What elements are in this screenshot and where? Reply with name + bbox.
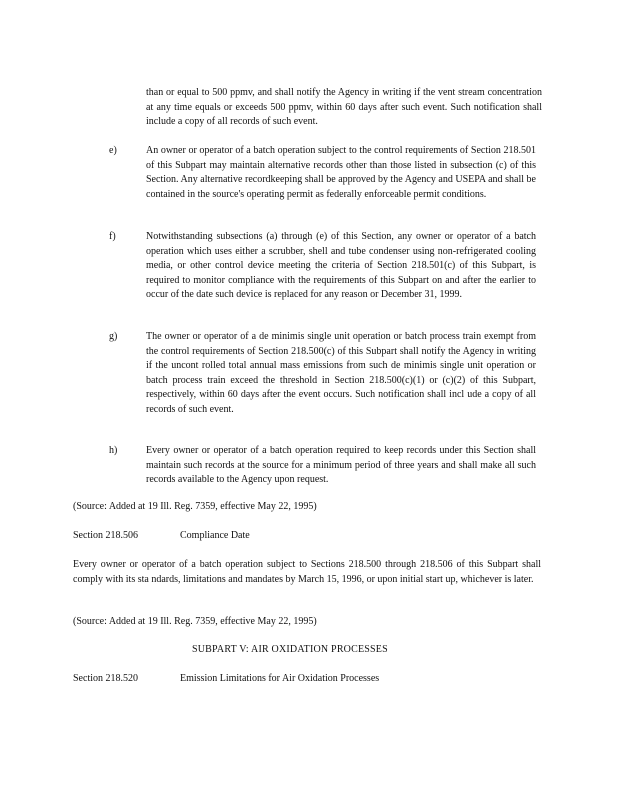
subsection-text: Every owner or operator of a batch operation required to keep records under this Section shall maintain such records at the source for a minimum period of three years and shall make all such records available to the Agency upon request. xyxy=(146,445,536,485)
section-number: Section 218.520 xyxy=(73,673,138,684)
subsection-text: Notwithstanding subsections (a) through (e) of this Section, any owner or operator of a batch operation which uses either a scrubber, shell and tube condenser using non-refrigerated cooling media, or other control device meeting the criteria of Section 218.501(c) of this Subpart, is required to monitor compliance with the requirements of this Subpart on and after the earlier to occur of the date such device is replaced for any reason or December 31, 1999. xyxy=(146,231,536,300)
section-title: Emission Limitations for Air Oxidation Processes xyxy=(180,673,380,684)
source-note: (Source: Added at 19 Ill. Reg. 7359, effective May 22, 1995) xyxy=(73,501,317,512)
subsection-label: e) xyxy=(109,145,117,156)
subsection-text: An owner or operator of a batch operation subject to the control requirements of Section 218.501 of this Subpart may maintain alternative records other than those listed in subsection (c) of this Section. Any alternative recordkeeping shall be approved by the Agency and USEPA and shall be contained in the source's operating permit as federally enforceable permit conditions. xyxy=(146,145,536,200)
subpart-heading: SUBPART V: AIR OXIDATION PROCESSES xyxy=(192,644,388,655)
section-heading-506 xyxy=(73,529,553,544)
subsection-label: h) xyxy=(109,445,118,456)
section-506-paragraph: Every owner or operator of a batch operation subject to Sections 218.500 through 218.506 of this Subpart shall comply with its sta ndards, limitations and mandates by March 15, 1996, or upon initial start up, whichever is later. xyxy=(73,559,541,585)
section-heading-520 xyxy=(73,672,553,687)
continuation-paragraph: than or equal to 500 ppmv, and shall notify the Agency in writing if the vent stream concentration at any time equals or exceeds 500 ppmv, within 60 days after such event. Such notification shall include a copy of all records of such event. xyxy=(146,87,542,127)
source-note: (Source: Added at 19 Ill. Reg. 7359, effective May 22, 1995) xyxy=(73,616,317,627)
subsection-text: The owner or operator of a de minimis single unit operation or batch process train exempt from the control requirements of Section 218.500(c) of this Subpart shall notify the Agency in writing if the uncont rolled total annual mass emissions from such de minimis single unit operation or batch process train exceed the threshold in Section 218.500(c)(1) or (c)(2) of this Subpart, respectively, within 60 days after the event occurs. Such notification shall incl ude a copy of all records of such event. xyxy=(146,331,536,415)
section-number: Section 218.506 xyxy=(73,530,138,541)
subsection-label: g) xyxy=(109,331,118,342)
section-title: Compliance Date xyxy=(180,530,250,541)
subsection-label: f) xyxy=(109,231,116,242)
